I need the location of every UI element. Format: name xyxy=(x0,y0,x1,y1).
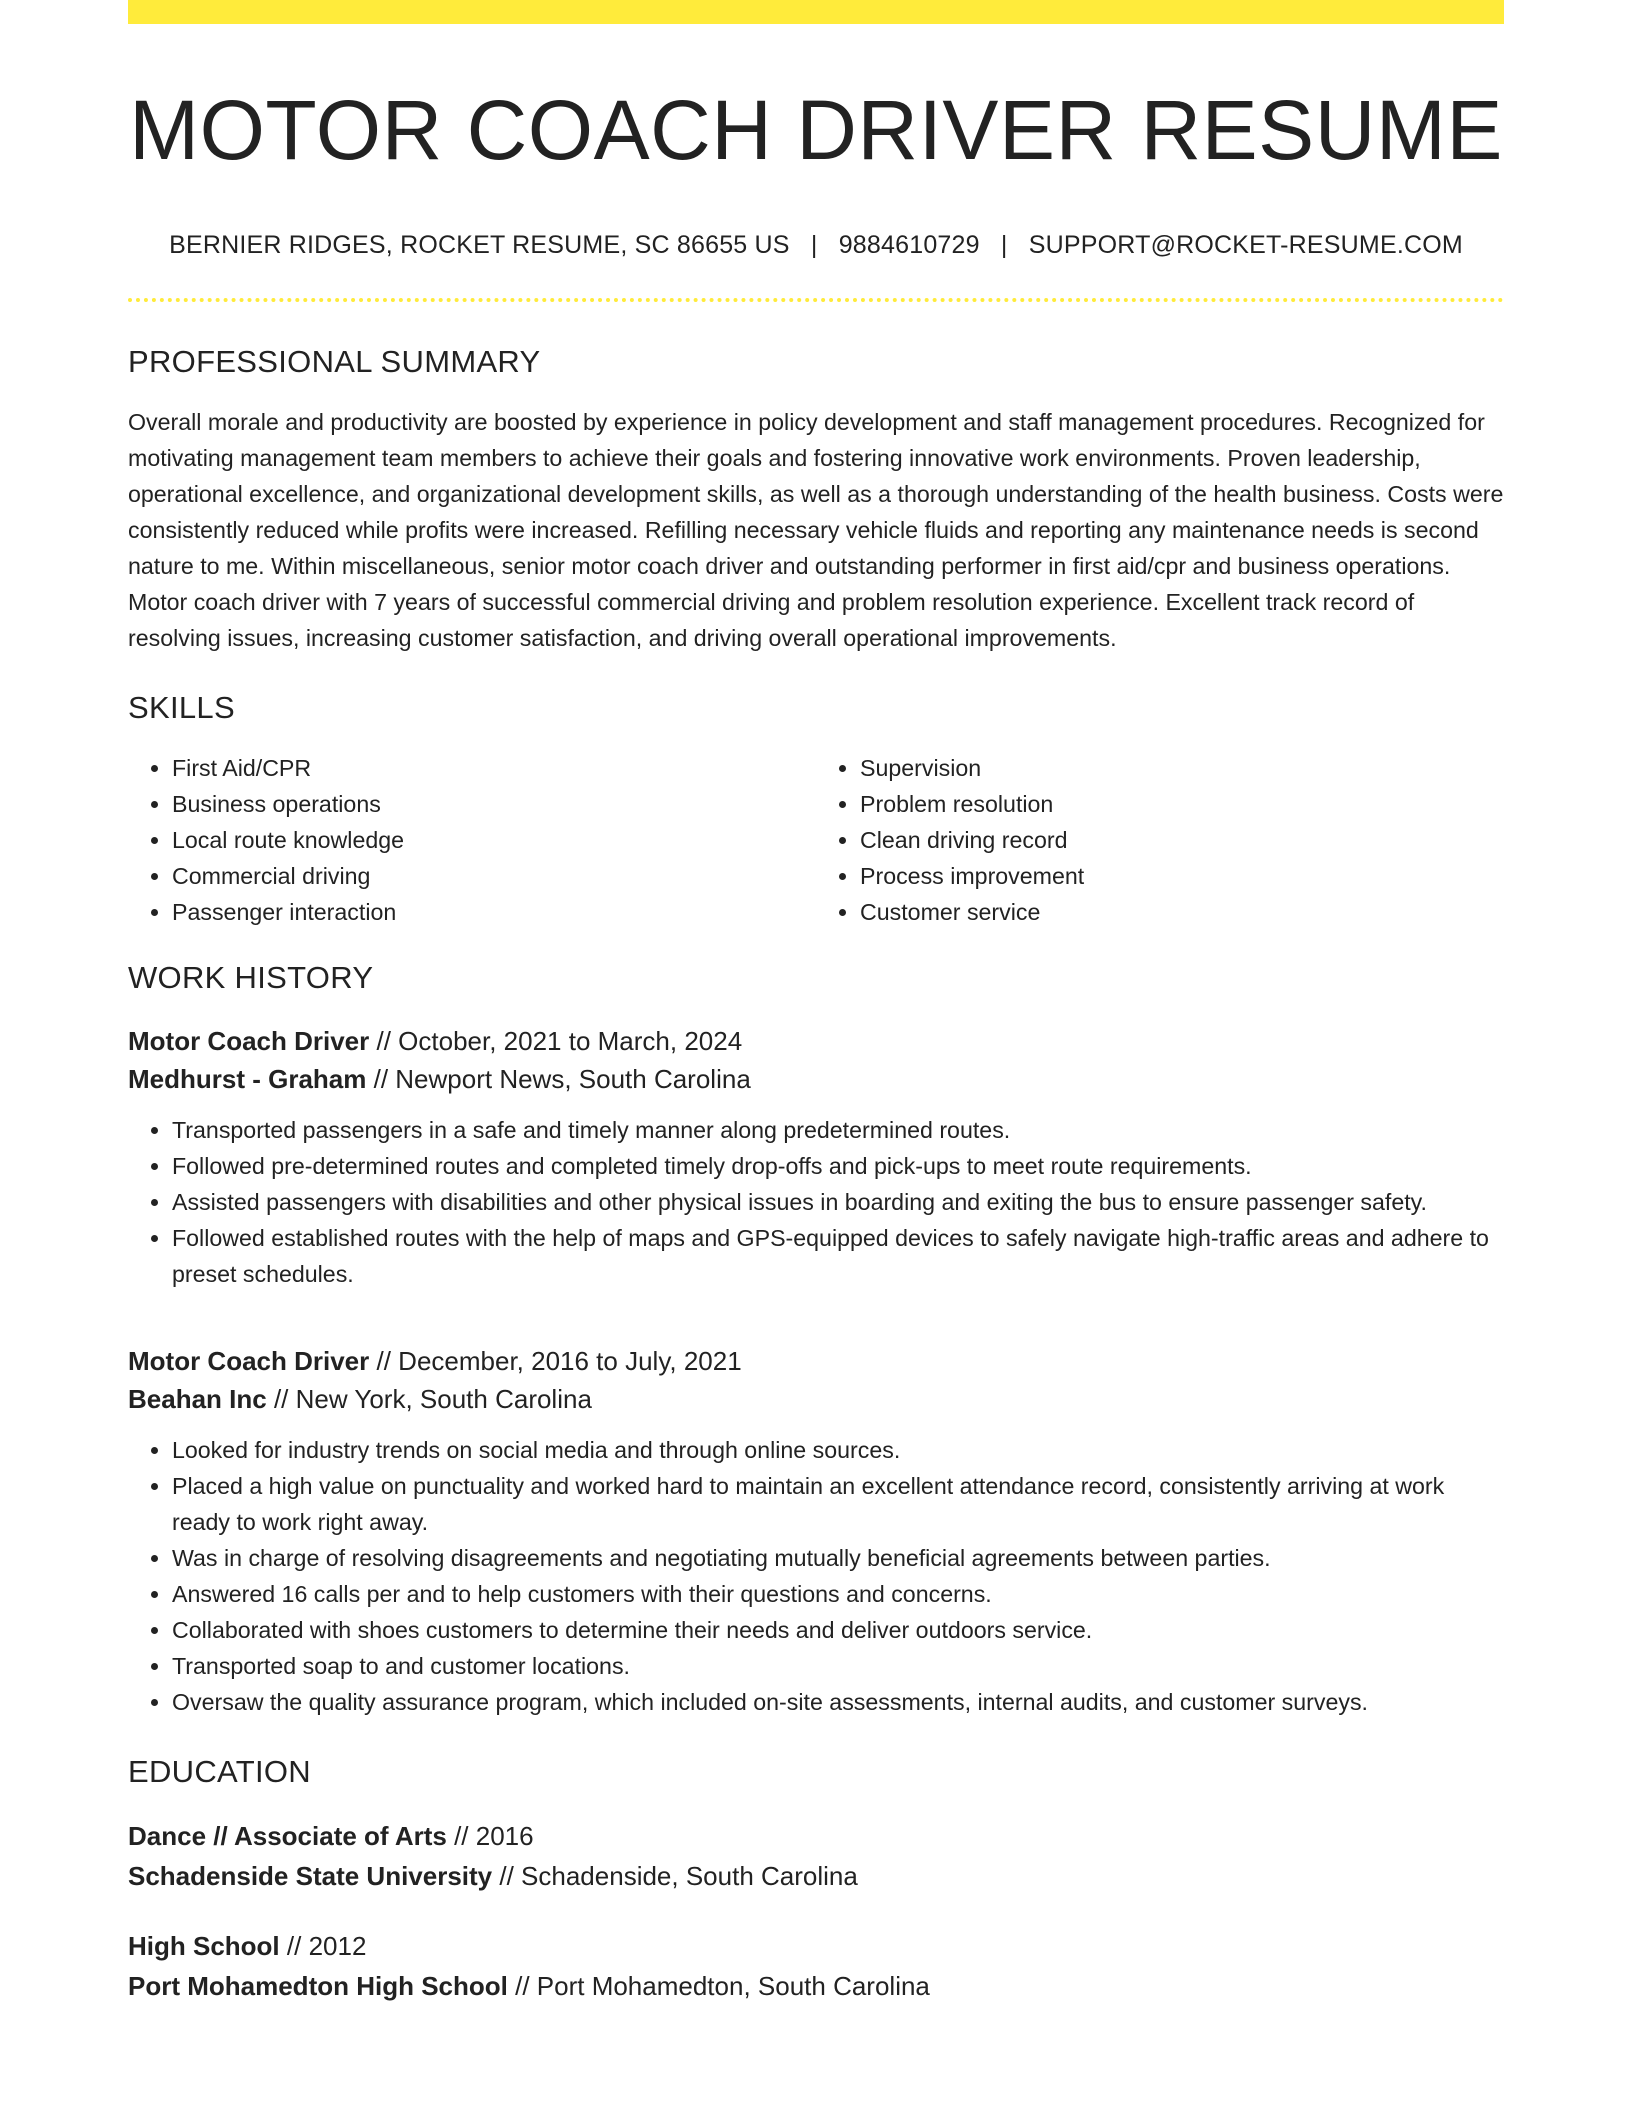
job-duties xyxy=(128,1432,1504,1720)
skills-column-left xyxy=(128,750,816,930)
education-year: // 2016 xyxy=(454,1820,534,1851)
job-duty: • Answered 16 calls per and to help customers with their questions and concerns. xyxy=(172,1576,1504,1612)
summary-text: Overall morale and productivity are boosted by experience in policy development and staff management procedures. Recognized for motivating management team members to achieve their goals and fostering innovative work environments. Proven leadership, operational excellence, and organizational development skills, as well as a thorough understanding of the health business. Costs were consistently reduced while profits were increased. Refilling necessary vehicle fluids and reporting any maintenance needs is second nature to me. Within miscellaneous, senior motor coach driver and outstanding performer in first aid/cpr and business operations. Motor coach driver with 7 years of successful commercial driving and problem resolution experience. Excellent track record of resolving issues, increasing customer satisfaction, and driving overall operational improvements. xyxy=(128,408,1504,651)
dotted-divider xyxy=(128,298,1504,302)
job-duty: • Placed a high value on punctuality and worked hard to maintain an excellent attendance record, consistently arriving at work ready to work right away. xyxy=(172,1468,1504,1540)
education-school-line xyxy=(128,1856,1504,1896)
job-title-line xyxy=(128,1022,1504,1060)
job-duty: • Looked for industry trends on social media and through online sources. xyxy=(172,1432,1504,1468)
skill-item: • Customer service xyxy=(860,894,1504,930)
job-dates: // December, 2016 to July, 2021 xyxy=(376,1345,742,1376)
education-school: Schadenside State University xyxy=(128,1860,493,1891)
job-company-line xyxy=(128,1380,1504,1418)
job-duty: • Assisted passengers with disabilities and other physical issues in boarding and exiting the bus to ensure passenger safety. xyxy=(172,1184,1504,1220)
education-location: // Port Mohamedton, South Carolina xyxy=(515,1970,930,2001)
resume-title: MOTOR COACH DRIVER RESUME xyxy=(129,83,1503,177)
summary-heading: PROFESSIONAL SUMMARY xyxy=(128,343,541,379)
job-location: // New York, South Carolina xyxy=(273,1383,592,1414)
education-heading: EDUCATION xyxy=(128,1753,311,1789)
education-degree-line xyxy=(128,1816,1504,1856)
skill-item: • Local route knowledge xyxy=(172,822,816,858)
contact-separator: | xyxy=(1000,230,1008,259)
skill-item: • Passenger interaction xyxy=(172,894,816,930)
skills-list xyxy=(128,750,1504,930)
job-title-line xyxy=(128,1342,1504,1380)
contact-email: SUPPORT@ROCKET-RESUME.COM xyxy=(1028,230,1463,259)
education-degree-line xyxy=(128,1926,1504,1966)
contact-separator: | xyxy=(810,230,818,259)
contact-address: BERNIER RIDGES, ROCKET RESUME, SC 86655 US xyxy=(169,230,790,259)
work-heading: WORK HISTORY xyxy=(128,959,374,995)
job-company: Beahan Inc xyxy=(128,1383,267,1414)
job-company: Medhurst - Graham xyxy=(128,1063,367,1094)
skill-item: • Supervision xyxy=(860,750,1504,786)
education-degree: Dance // Associate of Arts xyxy=(128,1820,447,1851)
education-location: // Schadenside, South Carolina xyxy=(499,1860,858,1891)
job-duty: • Was in charge of resolving disagreements and negotiating mutually beneficial agreements between parties. xyxy=(172,1540,1504,1576)
job-duty: • Collaborated with shoes customers to determine their needs and deliver outdoors service. xyxy=(172,1612,1504,1648)
job-duty: • Transported soap to and customer locations. xyxy=(172,1648,1504,1684)
education-degree: High School xyxy=(128,1930,280,1961)
job-location: // Newport News, South Carolina xyxy=(373,1063,751,1094)
education-entry xyxy=(128,1926,1504,2006)
skill-item: • Process improvement xyxy=(860,858,1504,894)
job-entry xyxy=(128,1022,1504,1292)
skill-item: • Commercial driving xyxy=(172,858,816,894)
education-year: // 2012 xyxy=(286,1930,367,1961)
skills-heading: SKILLS xyxy=(128,689,235,725)
skill-item: • Problem resolution xyxy=(860,786,1504,822)
job-title: Motor Coach Driver xyxy=(128,1345,370,1376)
job-duty: • Followed established routes with the help of maps and GPS-equipped devices to safely navigate high-traffic areas and adhere to preset schedules. xyxy=(172,1220,1504,1292)
contact-line xyxy=(128,231,1504,260)
skills-column-right xyxy=(816,750,1504,930)
job-title: Motor Coach Driver xyxy=(128,1025,370,1056)
job-duty: • Transported passengers in a safe and timely manner along predetermined routes. xyxy=(172,1112,1504,1148)
job-duty: • Oversaw the quality assurance program, which included on-site assessments, internal audits, and customer surveys. xyxy=(172,1684,1504,1720)
job-entry xyxy=(128,1342,1504,1720)
job-duty: • Followed pre-determined routes and completed timely drop-offs and pick-ups to meet route requirements. xyxy=(172,1148,1504,1184)
job-dates: // October, 2021 to March, 2024 xyxy=(376,1025,743,1056)
skill-item: • Business operations xyxy=(172,786,816,822)
education-school: Port Mohamedton High School xyxy=(128,1970,508,2001)
skill-item: • First Aid/CPR xyxy=(172,750,816,786)
top-accent-bar xyxy=(128,0,1504,24)
job-company-line xyxy=(128,1060,1504,1098)
skill-item: • Clean driving record xyxy=(860,822,1504,858)
education-school-line xyxy=(128,1966,1504,2006)
education-entry xyxy=(128,1816,1504,1896)
job-duties xyxy=(128,1112,1504,1292)
resume-page xyxy=(128,0,1504,2006)
contact-phone: 9884610729 xyxy=(838,230,980,259)
